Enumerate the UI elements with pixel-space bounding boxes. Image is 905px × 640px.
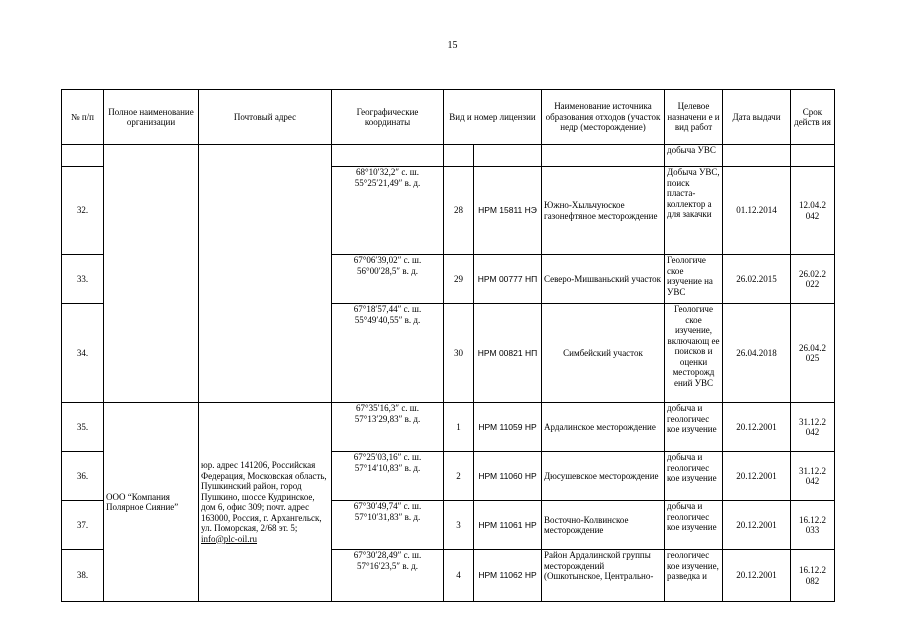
- source-cell: Район Ардалинской группы месторождений (Ошкотынское, Центрально-: [542, 550, 665, 602]
- company-address-cell: [199, 403, 332, 602]
- header-source: Наименование источника образования отходов (участок недр (месторождение): [542, 90, 665, 145]
- purpose-cell: добыча УВС: [665, 145, 723, 167]
- index-cell: 30: [444, 304, 474, 403]
- purpose-cell: геологичес кое изучение, разведка и: [665, 550, 723, 602]
- term-cell: 26.02.2 022: [791, 255, 835, 304]
- source-cell: Симбейский участок: [542, 304, 665, 403]
- index-cell: 29: [444, 255, 474, 304]
- term-cell: 16.12.2 082: [791, 550, 835, 602]
- coords-cell: 67°06′39,02″ с. ш. 56°00′28,5″ в. д.: [332, 255, 444, 304]
- index-cell: 3: [444, 501, 474, 550]
- header-coords: Географические координаты: [332, 90, 444, 145]
- term-cell: 16.12.2 033: [791, 501, 835, 550]
- source-cell: Северо-Мишваньский участок: [542, 255, 665, 304]
- date-cell: 20.12.2001: [723, 452, 791, 501]
- date-cell: 26.02.2015: [723, 255, 791, 304]
- index-cell: 1: [444, 403, 474, 452]
- coords-cell: 67°18′57,44″ с. ш. 55°49′40,55″ в. д.: [332, 304, 444, 403]
- header-license: Вид и номер лицензии: [444, 90, 542, 145]
- purpose-cell: Добыча УВС, поиск пласта-коллектор а для закачки: [665, 167, 723, 255]
- index-cell: 4: [444, 550, 474, 602]
- row-number: 38.: [62, 550, 104, 602]
- coords-cell: 67°35′16,3″ с. ш. 57°13′29,83″ в. д.: [332, 403, 444, 452]
- purpose-cell: добыча и геологичес кое изучение: [665, 452, 723, 501]
- license-cell: НРМ 11061 НР: [474, 501, 542, 550]
- term-cell: 31.12.2 042: [791, 452, 835, 501]
- index-cell: 28: [444, 167, 474, 255]
- header-date: Дата выдачи: [723, 90, 791, 145]
- license-cell: НРМ 00777 НП: [474, 255, 542, 304]
- coords-cell: 67°30′49,74″ с. ш. 57°10′31,83″ в. д.: [332, 501, 444, 550]
- table-header-row: [62, 90, 835, 145]
- date-cell: 20.12.2001: [723, 550, 791, 602]
- header-address: Почтовый адрес: [199, 90, 332, 145]
- purpose-cell: добыча и геологичес кое изучение: [665, 501, 723, 550]
- header-term: Срок действ ия: [791, 90, 835, 145]
- purpose-cell: добыча и геологичес кое изучение: [665, 403, 723, 452]
- license-cell: НРМ 00821 НП: [474, 304, 542, 403]
- header-purpose: Целевое назначени е и вид работ: [665, 90, 723, 145]
- header-num: № п/п: [62, 90, 104, 145]
- date-cell: 20.12.2001: [723, 501, 791, 550]
- term-cell: 12.04.2 042: [791, 167, 835, 255]
- table-row: [62, 403, 835, 452]
- coords-cell: 67°30′28,49″ с. ш. 57°16′23,5″ в. д.: [332, 550, 444, 602]
- coords-cell: 67°25′03,16″ с. ш. 57°14′10,83″ в. д.: [332, 452, 444, 501]
- term-cell: 31.12.2 042: [791, 403, 835, 452]
- license-registry-table: [61, 89, 835, 602]
- company-name-cell: ООО “Компания Полярное Сияние”: [104, 403, 199, 602]
- address-cell-empty: [199, 145, 332, 403]
- purpose-cell: Геологиче ское изучение на УВС: [665, 255, 723, 304]
- date-cell: 26.04.2018: [723, 304, 791, 403]
- source-cell: Дюсушевское месторождение: [542, 452, 665, 501]
- header-org: Полное наименование организации: [104, 90, 199, 145]
- org-cell-empty: [104, 145, 199, 403]
- source-cell: Восточно-Колвинское месторождение: [542, 501, 665, 550]
- license-cell: НРМ 15811 НЭ: [474, 167, 542, 255]
- row-number: 33.: [62, 255, 104, 304]
- company-address: юр. адрес 141206, Российская Федерация, Московская область, Пушкинский район, город Пушкино, шоссе Кудринское, дом 6, офис 309; почт. адрес 163000, Россия, г. Архангельск, ул. Поморская, 2/68 эт. 5;: [201, 460, 327, 533]
- source-cell: Южно-Хыльчуюское газонефтяное месторождение: [542, 167, 665, 255]
- index-cell: 2: [444, 452, 474, 501]
- source-cell: Ардалинское месторождение: [542, 403, 665, 452]
- row-number: 35.: [62, 403, 104, 452]
- table-row: [62, 145, 835, 167]
- date-cell: 20.12.2001: [723, 403, 791, 452]
- row-number: 36.: [62, 452, 104, 501]
- license-cell: НРМ 11060 НР: [474, 452, 542, 501]
- row-number: 37.: [62, 501, 104, 550]
- coords-cell: 68°10′32,2″ с. ш. 55°25′21,49″ в. д.: [332, 167, 444, 255]
- company-email-link[interactable]: info@plc-oil.ru: [201, 533, 258, 544]
- row-number: 34.: [62, 304, 104, 403]
- license-cell: НРМ 11059 НР: [474, 403, 542, 452]
- license-cell: НРМ 11062 НР: [474, 550, 542, 602]
- term-cell: 26.04.2 025: [791, 304, 835, 403]
- purpose-cell: Геологиче ское изучение, включающ ее поисков и оценки месторожд ений УВС: [665, 304, 723, 403]
- page-number: 15: [447, 40, 458, 51]
- row-number: 32.: [62, 167, 104, 255]
- date-cell: 01.12.2014: [723, 167, 791, 255]
